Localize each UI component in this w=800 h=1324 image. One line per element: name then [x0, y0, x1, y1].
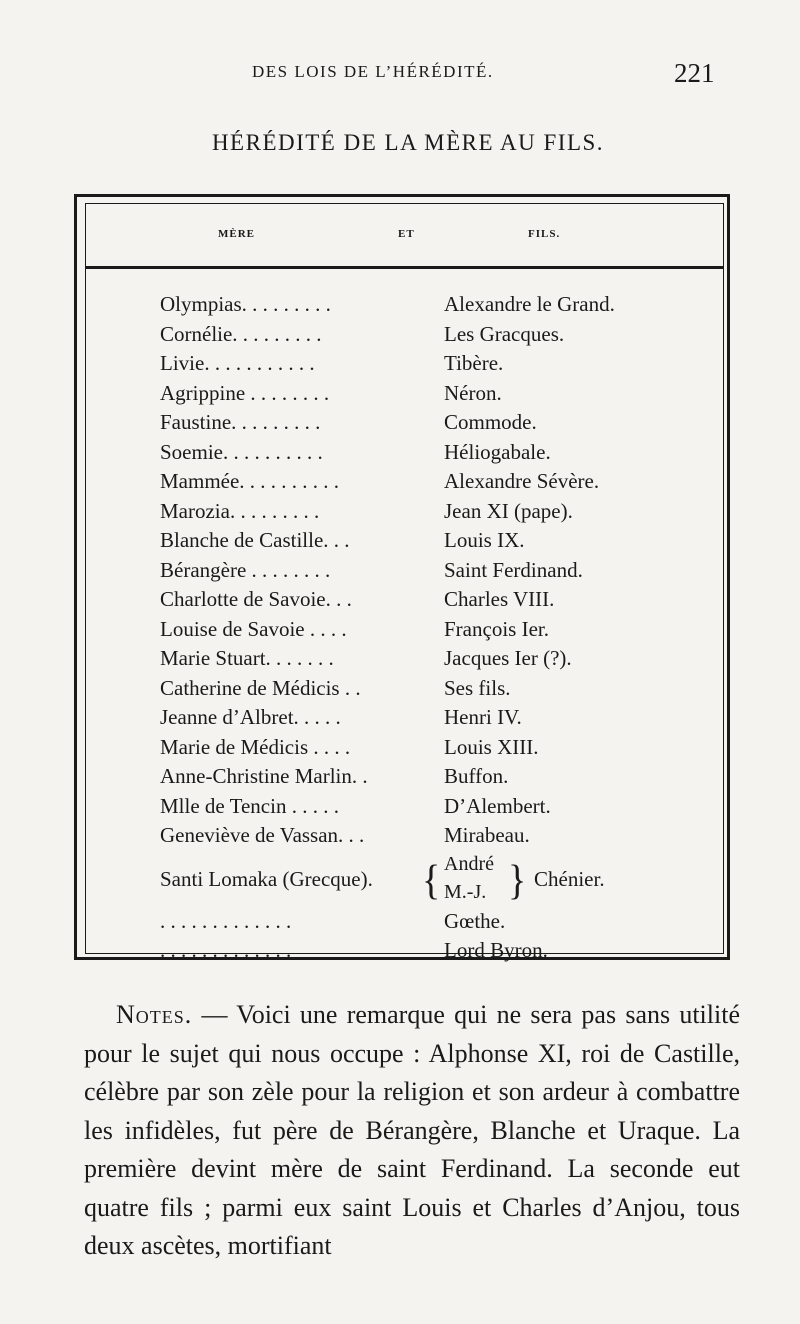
mother-cell: Charlotte de Savoie. . . [160, 587, 352, 611]
table-row [86, 735, 723, 765]
table-row [86, 558, 723, 588]
son-cell: Lord Byron. [444, 938, 548, 962]
mother-cell: Marie de Médicis . . . . [160, 734, 351, 759]
son-cell: D’Alembert. [444, 793, 551, 818]
table-row [86, 764, 723, 794]
son-cell: Jacques Ier (?). [444, 646, 572, 670]
mother-cell: Soemie. . . . . . . . . . [160, 439, 323, 464]
given-name-marie-joseph: M.-J. [444, 880, 487, 903]
son-cell: Gœthe. [444, 908, 506, 933]
table-row [86, 410, 723, 440]
table-inner-border [85, 203, 724, 962]
table-row [86, 587, 723, 617]
table-row [86, 705, 723, 735]
table-row-chenier [86, 853, 723, 909]
left-brace: { [422, 857, 441, 904]
table-row [86, 381, 723, 411]
table-row [86, 617, 723, 647]
son-cell: Alexandre le Grand. [444, 292, 615, 316]
son-cell: Jean XI (pape). [444, 498, 573, 523]
header-mother: MÈRE [218, 228, 255, 240]
table-row [86, 528, 723, 558]
header-son: FILS. [528, 228, 561, 240]
table-row [86, 794, 723, 824]
mother-cell: . . . . . . . . . . . . . [160, 938, 292, 962]
mother-cell: Faustine. . . . . . . . . [160, 410, 321, 434]
mother-cell: Santi Lomaka (Grecque). [160, 866, 373, 891]
son-cell: Louis XIII. [444, 734, 539, 759]
table-header [86, 204, 723, 269]
right-brace: } [508, 857, 527, 904]
table-row [86, 440, 723, 470]
mother-cell: Louise de Savoie . . . . [160, 616, 347, 641]
header-conjunction: ET [398, 228, 415, 240]
table-row [86, 322, 723, 352]
table-row [86, 646, 723, 676]
son-cell: François Ier. [444, 616, 549, 641]
son-cell: Les Gracques. [444, 321, 565, 346]
mother-cell: Olympias. . . . . . . . . [160, 292, 331, 316]
son-cell: Louis IX. [444, 528, 525, 552]
mother-cell: Bérangère . . . . . . . . [160, 557, 331, 582]
son-cell: Henri IV. [444, 705, 522, 729]
page-number: 221 [674, 58, 715, 88]
surname-chenier: Chénier. [534, 866, 605, 891]
mother-cell: Mlle de Tencin . . . . . [160, 793, 339, 818]
son-cell: Commode. [444, 410, 537, 434]
table-row [86, 351, 723, 381]
notes-text: — Voici une remarque qui ne sera pas sans utilité pour le sujet qui nous occupe : Alphonse XI, roi de Castille, célèbre par son zèle pour la religion et son ardeur à combattre les infidèles, fut père de Bérangère, Blanche et Uraque. La première devint mère de saint Ferdinand. La seconde eut quatre fils ; parmi eux saint Louis et Charles d’Anjou, tous deux ascètes, mortifiant [84, 1000, 740, 1260]
son-cell: Néron. [444, 380, 502, 405]
mother-cell: Marie Stuart. . . . . . . [160, 646, 334, 670]
table-row [86, 292, 723, 322]
son-cell: Charles VIII. [444, 587, 555, 611]
mother-cell: Catherine de Médicis . . [160, 675, 361, 700]
notes-label: Notes. [116, 1000, 193, 1029]
table-row [86, 938, 723, 968]
mother-cell: Agrippine . . . . . . . . [160, 380, 330, 405]
mother-cell: Jeanne d’Albret. . . . . [160, 705, 341, 729]
section-title: HÉRÉDITÉ DE LA MÈRE AU FILS. [211, 130, 605, 155]
mother-cell: Marozia. . . . . . . . . [160, 498, 320, 523]
mother-cell: . . . . . . . . . . . . . [160, 908, 292, 933]
table-body [86, 292, 723, 968]
son-cell: Mirabeau. [444, 823, 530, 847]
mother-cell: Livie. . . . . . . . . . . [160, 351, 315, 375]
table-row [86, 469, 723, 499]
running-title: DES LOIS DE L’HÉRÉDITÉ. [252, 62, 494, 81]
table-row [86, 499, 723, 529]
mother-cell: Blanche de Castille. . . [160, 528, 350, 552]
running-head [0, 58, 800, 92]
table-row [86, 909, 723, 939]
son-cell: Saint Ferdinand. [444, 557, 583, 582]
given-name-andre: André [444, 852, 494, 875]
mother-cell: Anne-Christine Marlin. . [160, 764, 368, 788]
mother-cell: Geneviève de Vassan. . . [160, 823, 365, 847]
table-row [86, 676, 723, 706]
notes-paragraph [84, 996, 740, 1266]
son-cell: Ses fils. [444, 675, 511, 700]
son-cell: Tibère. [444, 351, 504, 375]
mother-cell: Cornélie. . . . . . . . . [160, 321, 322, 346]
mother-cell: Mammée. . . . . . . . . . [160, 469, 340, 493]
chenier-sons [422, 853, 662, 909]
son-cell: Héliogabale. [444, 439, 551, 464]
son-cell: Alexandre Sévère. [444, 469, 600, 493]
genealogy-table [74, 194, 730, 960]
son-cell: Buffon. [444, 764, 509, 788]
table-row [86, 823, 723, 853]
